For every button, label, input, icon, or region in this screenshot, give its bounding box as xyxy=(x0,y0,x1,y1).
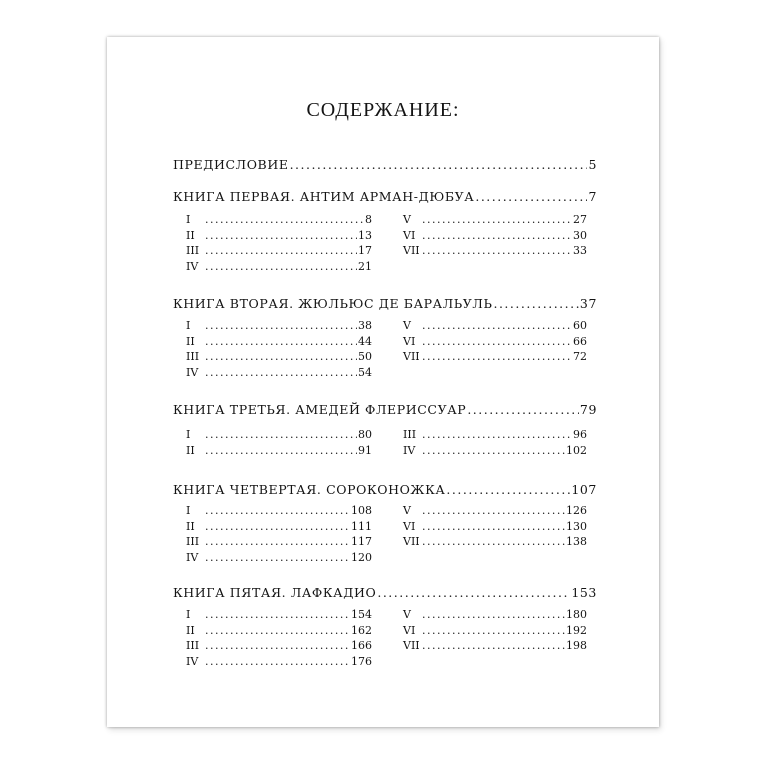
dot-leader xyxy=(205,244,357,257)
dot-leader xyxy=(205,504,350,517)
chapter-entry xyxy=(186,319,372,332)
book-heading xyxy=(173,189,597,204)
toc-entry-page: 66 xyxy=(573,334,587,348)
toc-entry-page: 192 xyxy=(566,623,587,637)
dot-leader xyxy=(467,402,579,417)
toc-entry-page: 126 xyxy=(566,504,587,517)
chapter-entry xyxy=(186,535,372,548)
toc-entry-page: 21 xyxy=(358,259,372,273)
toc-entry-page: 154 xyxy=(351,608,372,621)
toc-entry-page: 180 xyxy=(566,608,587,621)
toc-entry-page: 198 xyxy=(566,639,587,652)
toc-entry-label: II xyxy=(186,228,195,242)
toc-entry-label: VII xyxy=(403,535,420,548)
dot-leader xyxy=(205,639,350,652)
dot-leader xyxy=(205,624,350,637)
toc-entry-page: 96 xyxy=(573,428,587,441)
toc-entry-label: IV xyxy=(186,365,199,379)
chapter-entry xyxy=(403,229,587,242)
chapter-entry xyxy=(186,551,372,564)
toc-entry-page: 79 xyxy=(579,402,597,417)
chapter-entry xyxy=(186,229,372,242)
chapter-entry xyxy=(186,608,372,621)
dot-leader xyxy=(422,229,572,242)
toc-entry-page: 13 xyxy=(358,228,372,242)
toc-entry-label: III xyxy=(403,428,417,441)
dot-leader xyxy=(205,520,350,533)
toc-entry-label: I xyxy=(186,428,191,441)
toc-entry-label: VII xyxy=(403,350,420,363)
toc-entry-label: IV xyxy=(403,443,416,457)
toc-entry-page: 80 xyxy=(358,428,372,441)
chapter-entry xyxy=(186,350,372,363)
toc-entry-label: V xyxy=(403,608,411,621)
toc-entry-label: IV xyxy=(186,550,199,564)
toc-entry-label: I xyxy=(186,213,191,226)
toc-entry-page: 120 xyxy=(351,550,372,564)
toc-entry-page: 111 xyxy=(351,519,372,533)
chapter-entry xyxy=(186,244,372,257)
chapter-entry xyxy=(186,366,372,379)
dot-leader xyxy=(205,229,357,242)
toc-entry-page: 27 xyxy=(573,213,587,226)
toc-entry-label: III xyxy=(186,535,200,548)
dot-leader xyxy=(205,535,350,548)
book-page xyxy=(107,37,659,727)
dot-leader xyxy=(422,608,565,621)
toc-entry-page: 33 xyxy=(573,244,587,257)
toc-entry-page: 38 xyxy=(358,319,372,332)
toc-entry-label: III xyxy=(186,244,200,257)
toc-entry-page: 130 xyxy=(566,519,587,533)
toc-entry-page: 50 xyxy=(358,350,372,363)
chapter-entry xyxy=(186,260,372,273)
chapter-entry xyxy=(403,244,587,257)
toc-entry-page: 37 xyxy=(579,296,597,311)
toc-entry-page: 102 xyxy=(566,443,587,457)
toc-entry-page: 107 xyxy=(571,482,597,497)
toc-entry-label: III xyxy=(186,639,200,652)
chapter-entry xyxy=(403,608,587,621)
toc-entry-label: I xyxy=(186,504,191,517)
toc-entry-label: VI xyxy=(403,623,416,637)
toc-entry-page: 153 xyxy=(571,585,597,600)
chapter-entry xyxy=(403,213,587,226)
dot-leader xyxy=(205,428,357,441)
chapter-entry xyxy=(186,520,372,533)
chapter-entry xyxy=(186,504,372,517)
book-heading xyxy=(173,482,597,497)
dot-leader xyxy=(422,520,565,533)
toc-entry-label: IV xyxy=(186,259,199,273)
toc-entry-label: КНИГА ВТОРАЯ. ЖЮЛЬЮС ДЕ БАРАЛЬУЛЬ xyxy=(173,296,493,311)
page-title: СОДЕРЖАНИЕ: xyxy=(306,99,460,121)
toc-entry-label: КНИГА ПЕРВАЯ. АНТИМ АРМАН-ДЮБУА xyxy=(173,189,475,204)
dot-leader xyxy=(475,189,587,204)
dot-leader xyxy=(205,319,357,332)
dot-leader xyxy=(205,444,357,457)
dot-leader xyxy=(205,366,357,379)
chapter-entry xyxy=(186,655,372,668)
dot-leader xyxy=(422,504,565,517)
chapter-entry xyxy=(403,319,587,332)
toc-entry-page: 17 xyxy=(358,244,372,257)
toc-entry-label: ПРЕДИСЛОВИЕ xyxy=(173,157,289,172)
chapter-entry xyxy=(403,504,587,517)
chapter-entry xyxy=(403,535,587,548)
dot-leader xyxy=(205,335,357,348)
toc-entry-label: II xyxy=(186,443,195,457)
toc-entry-page: 166 xyxy=(351,639,372,652)
toc-entry-label: IV xyxy=(186,654,199,668)
chapter-entry xyxy=(186,428,372,441)
dot-leader xyxy=(205,260,357,273)
dot-leader xyxy=(422,639,565,652)
book-heading xyxy=(173,585,597,600)
toc-entry-label: VI xyxy=(403,519,416,533)
dot-leader xyxy=(422,428,572,441)
chapter-entry xyxy=(403,520,587,533)
toc-entry-page: 72 xyxy=(573,350,587,363)
dot-leader xyxy=(422,335,572,348)
toc-entry-page: 176 xyxy=(351,654,372,668)
chapter-entry xyxy=(186,335,372,348)
chapter-entry xyxy=(186,444,372,457)
toc-entry-label: I xyxy=(186,608,191,621)
dot-leader xyxy=(205,551,350,564)
dot-leader xyxy=(205,608,350,621)
toc-entry-label: II xyxy=(186,519,195,533)
toc-entry-page: 7 xyxy=(588,189,597,204)
chapter-entry xyxy=(186,624,372,637)
toc-entry-label: КНИГА ПЯТАЯ. ЛАФКАДИО xyxy=(173,585,377,600)
toc-entry-label: КНИГА ЧЕТВЕРТАЯ. СОРОКОНОЖКА xyxy=(173,482,446,497)
toc-entry-page: 162 xyxy=(351,623,372,637)
toc-entry-page: 117 xyxy=(351,535,372,548)
toc-entry-label: VI xyxy=(403,228,416,242)
toc-entry-label: V xyxy=(403,213,411,226)
chapter-entry xyxy=(403,639,587,652)
chapter-entry xyxy=(403,444,587,457)
toc-entry-label: I xyxy=(186,319,191,332)
toc-entry-label: VII xyxy=(403,639,420,652)
toc-entry-page: 91 xyxy=(358,443,372,457)
dot-leader xyxy=(205,655,350,668)
dot-leader xyxy=(493,296,578,311)
chapter-entry xyxy=(403,335,587,348)
chapter-entry xyxy=(403,350,587,363)
toc-entry-page: 8 xyxy=(365,213,372,226)
toc-entry-label: II xyxy=(186,334,195,348)
dot-leader xyxy=(205,350,357,363)
toc-entry-page: 54 xyxy=(358,365,372,379)
chapter-entry xyxy=(403,624,587,637)
dot-leader xyxy=(422,244,572,257)
book-heading xyxy=(173,296,597,311)
chapter-entry xyxy=(403,428,587,441)
toc-entry-page: 108 xyxy=(351,504,372,517)
dot-leader xyxy=(422,444,565,457)
dot-leader xyxy=(422,535,565,548)
chapter-entry xyxy=(186,213,372,226)
dot-leader xyxy=(422,319,572,332)
dot-leader xyxy=(290,157,588,172)
dot-leader xyxy=(422,350,572,363)
dot-leader xyxy=(422,624,565,637)
dot-leader xyxy=(446,482,570,497)
chapter-entry xyxy=(186,639,372,652)
toc-entry-label: II xyxy=(186,623,195,637)
toc-entry-label: V xyxy=(403,504,411,517)
toc-entry-label: III xyxy=(186,350,200,363)
toc-entry-label: V xyxy=(403,319,411,332)
dot-leader xyxy=(377,585,570,600)
toc-entry-label: VI xyxy=(403,334,416,348)
toc-entry-label: КНИГА ТРЕТЬЯ. АМЕДЕЙ ФЛЕРИССУАР xyxy=(173,402,467,417)
toc-entry-page: 138 xyxy=(566,535,587,548)
dot-leader xyxy=(205,213,364,226)
toc-entry-page: 60 xyxy=(573,319,587,332)
toc-entry-page: 30 xyxy=(573,228,587,242)
book-heading xyxy=(173,402,597,417)
toc-entry-label: VII xyxy=(403,244,420,257)
toc-entry-preface xyxy=(173,157,597,172)
toc-entry-page: 44 xyxy=(358,334,372,348)
dot-leader xyxy=(422,213,572,226)
toc-entry-page: 5 xyxy=(588,157,597,172)
